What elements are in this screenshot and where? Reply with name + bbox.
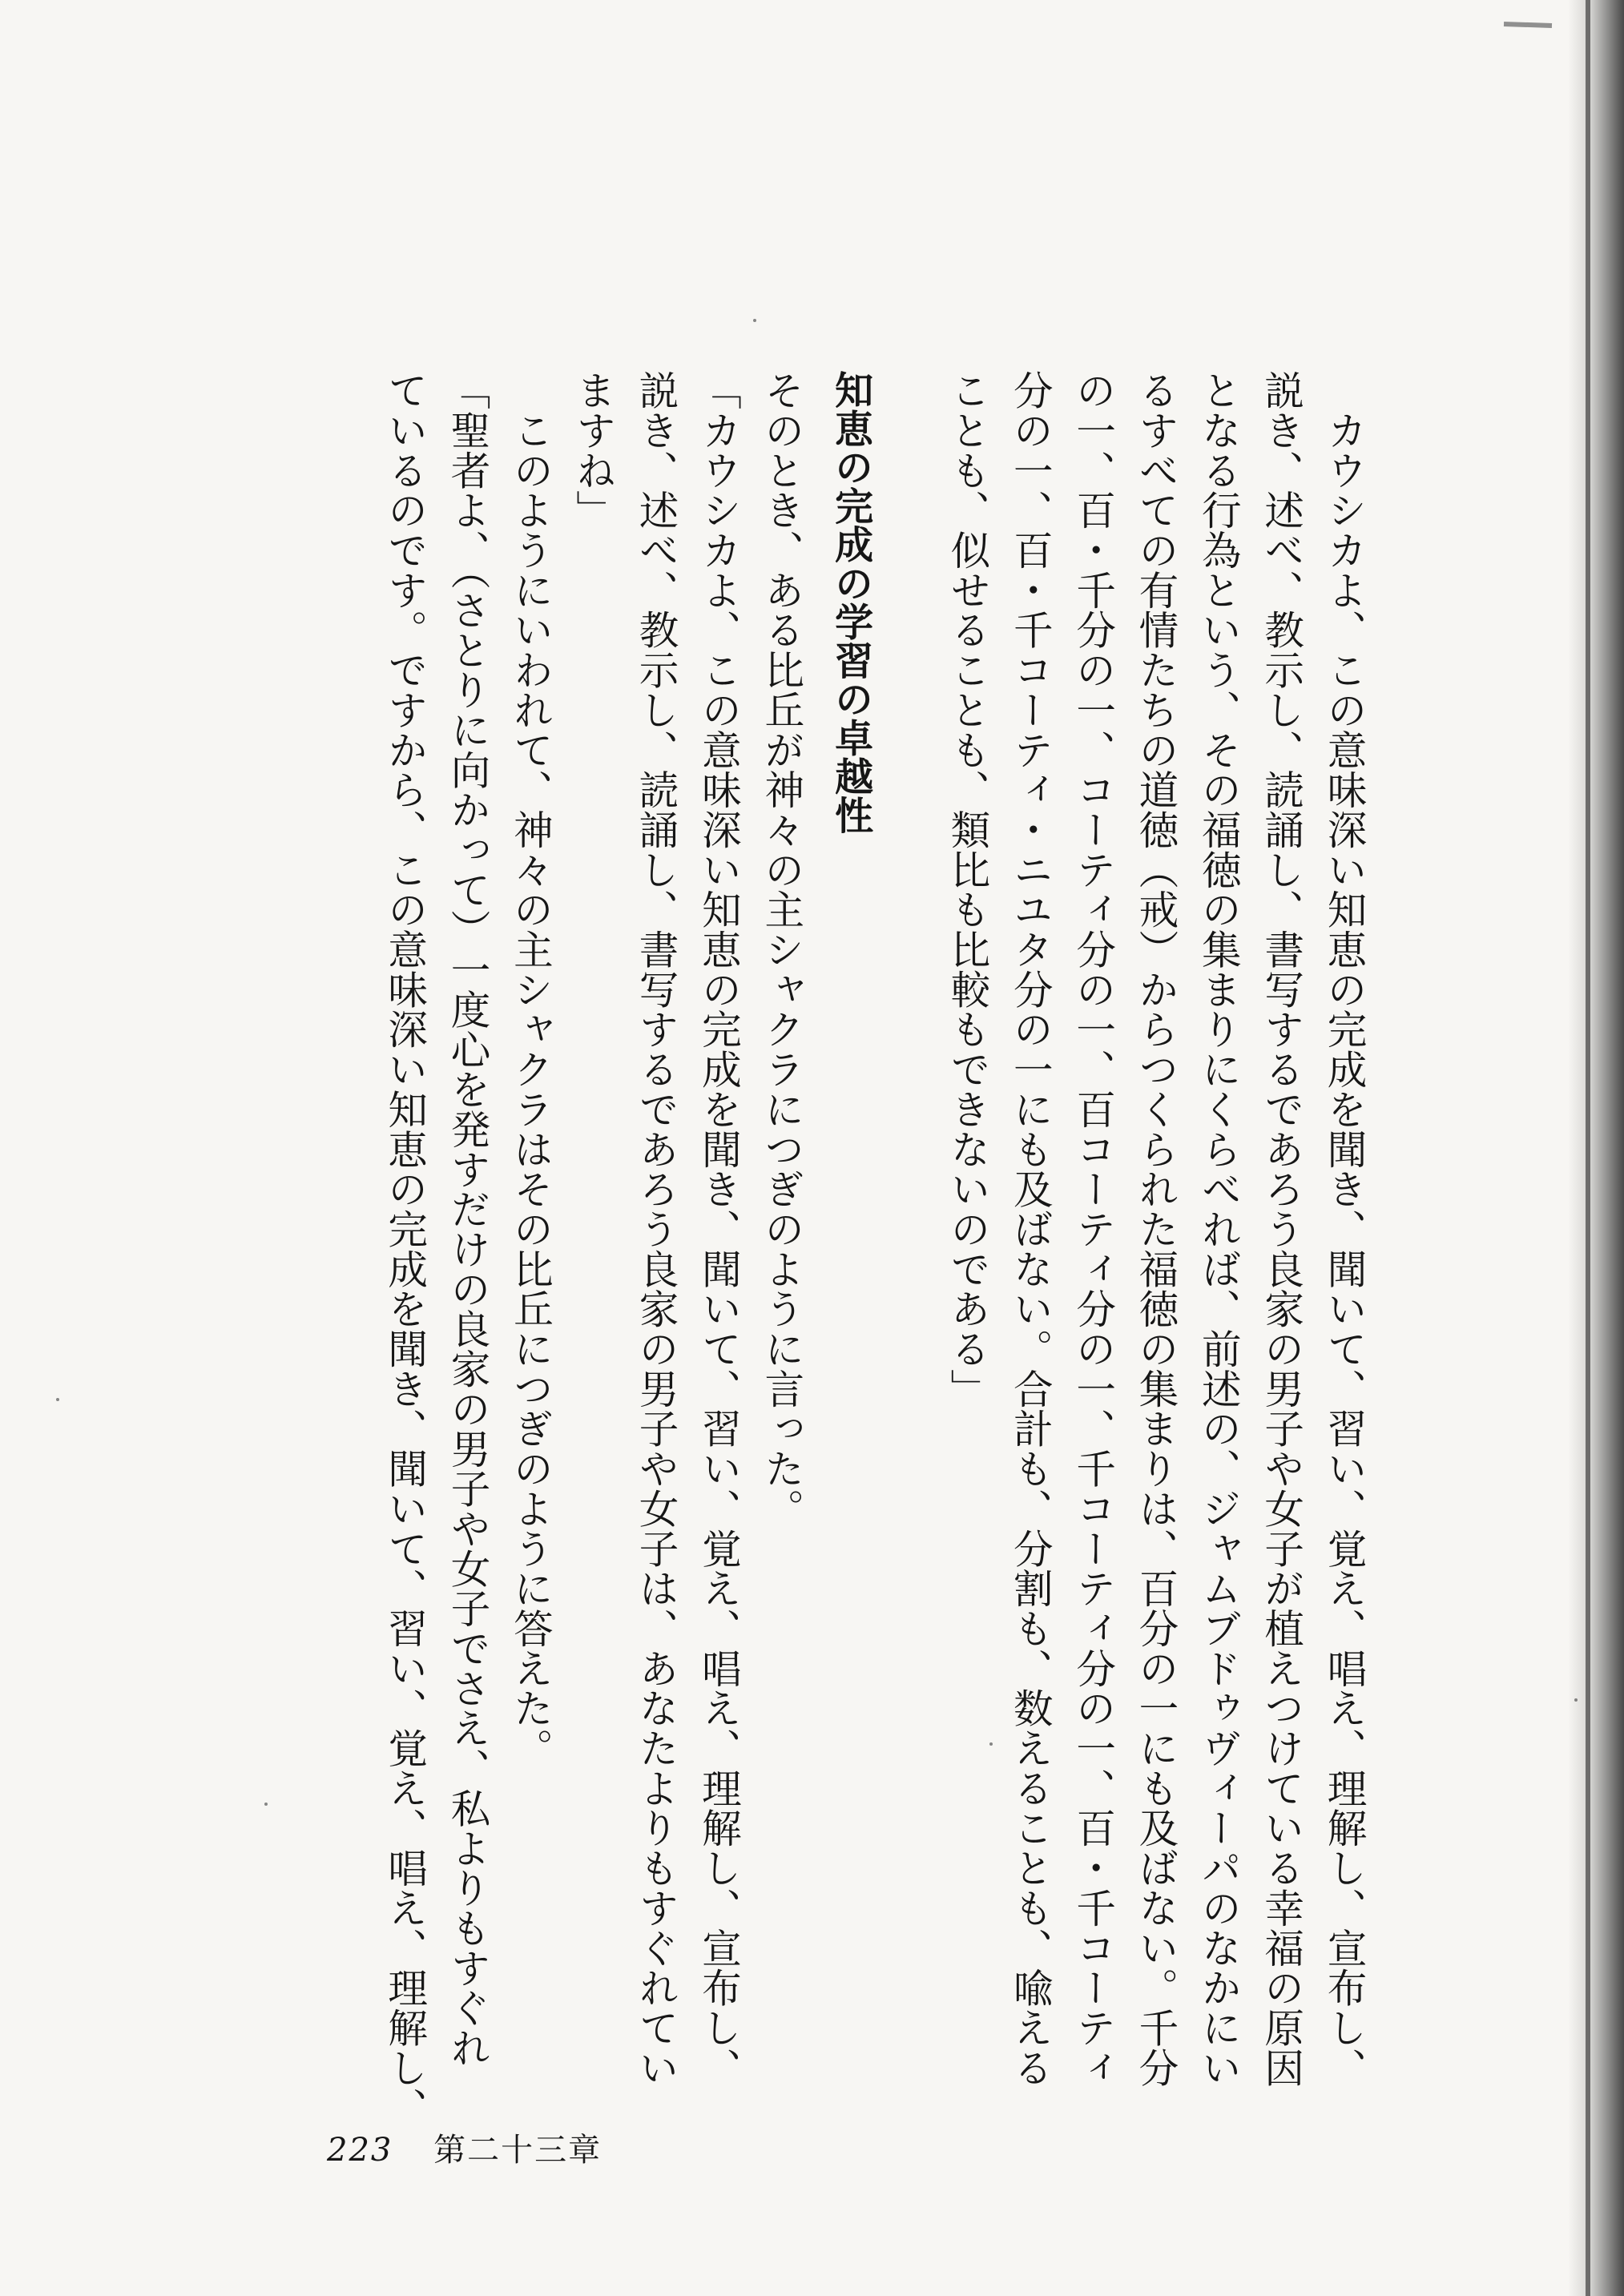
vertical-text-block [373,370,1376,2128]
text-column: ますね」 [570,370,617,530]
text-column: 「カウシカよ、この意味深い知恵の完成を聞き、聞いて、習い、覚え、唱え、理解し、宣布し、 [695,370,743,2088]
scan-speck [753,319,756,322]
text-column: 説き、述べ、教示し、読誦し、書写するであろう良家の男子や女子は、あなたよりもすぐれてい [633,370,680,2088]
scan-speck [56,1398,59,1401]
text-column: となる行為という、その福徳の集まりにくらべれば、前述の、ジャムブドゥヴィーパのなかにい [1195,370,1243,2088]
section-heading: 知恵の完成の学習の卓越性 [828,370,873,834]
scan-mark [1504,22,1552,28]
text-column: 説き、述べ、教示し、読誦し、書写するであろう良家の男子や女子が植えつけている幸福の原因 [1258,370,1305,2088]
scan-speck [1574,1698,1578,1702]
text-column: ことも、似せることも、類比も比較もできないのである」 [944,370,991,1409]
page-edge-shadow [1568,0,1624,2296]
text-column: 分の一、百・千コーティ・ニユタ分の一にも及ばない。合計も、分割も、数えることも、喩える [1007,370,1054,2088]
text-column: そのとき、ある比丘が神々の主シャクラにつぎのように言った。 [758,370,805,1529]
page-footer [327,2125,602,2170]
text-column: るすべての有情たちの道徳（戒）からつくられた福徳の集まりは、百分の一にも及ばない。千分 [1132,370,1179,2088]
scan-speck [989,1742,993,1746]
text-column: このようにいわれて、神々の主シャクラはその比丘につぎのように答えた。 [507,370,554,1768]
page-edge-line [1586,0,1590,2296]
chapter-title: 第二十三章 [433,2132,602,2169]
text-column: の一、百・千分の一、コーティ分の一、百コーティ分の一、千コーティ分の一、百・千コーティ [1070,370,1117,2088]
text-column: 「聖者よ、（さとりに向かって）一度心を発すだけの良家の男子や女子でさえ、私よりもすぐれ [445,370,492,2068]
text-column: カウシカよ、この意味深い知恵の完成を聞き、聞いて、習い、覚え、唱え、理解し、宣布し、 [1321,370,1368,2088]
page-number: 223 [327,2132,393,2169]
text-column: ているのです。ですから、この意味深い知恵の完成を聞き、聞いて、習い、覚え、唱え、理解し、 [381,370,429,2128]
scan-speck [264,1803,268,1806]
